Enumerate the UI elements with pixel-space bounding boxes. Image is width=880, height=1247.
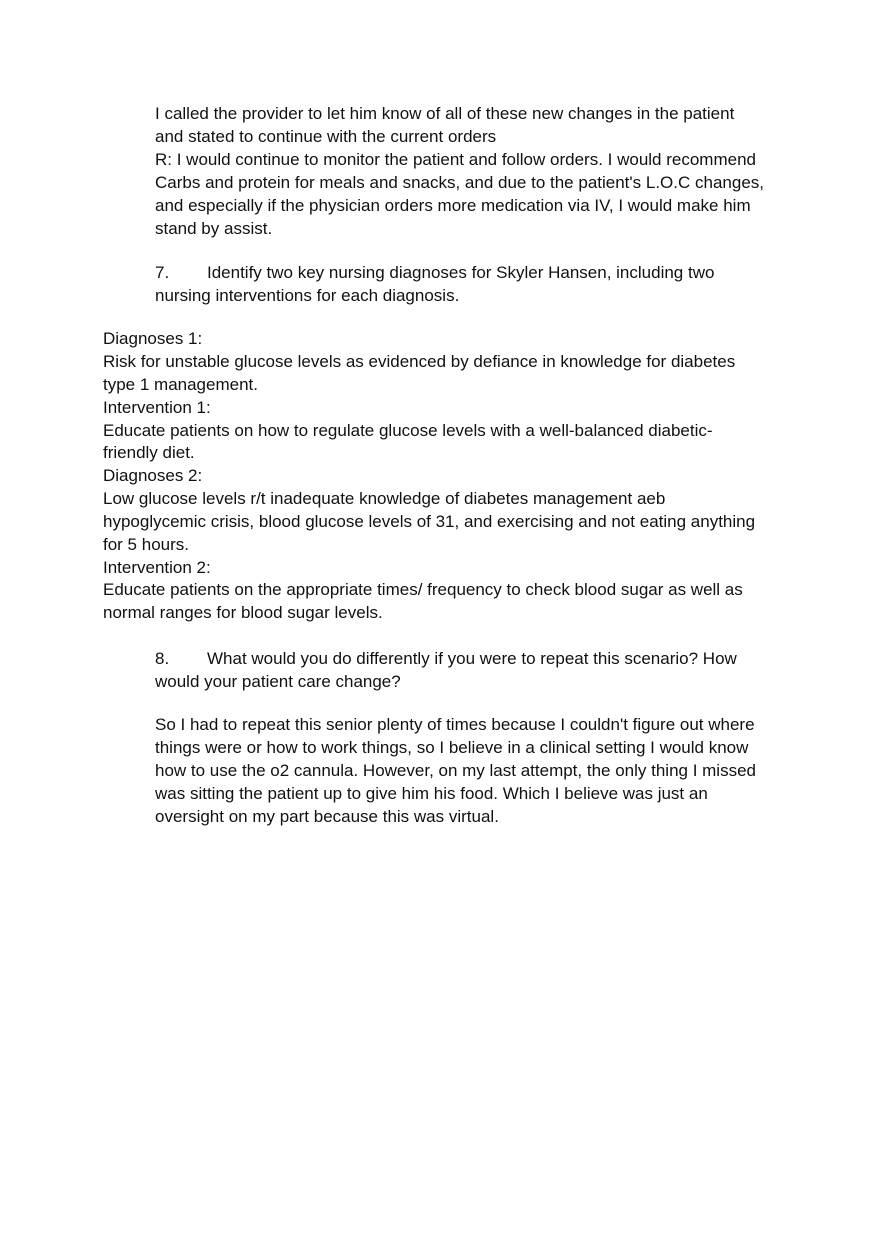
- answer-line: oversight on my part because this was virtual.: [155, 807, 499, 826]
- answer-line: things were or how to work things, so I believe in a clinical setting I would know: [155, 738, 749, 757]
- intervention-heading: Intervention 2:: [103, 558, 211, 577]
- intervention-line: friendly diet.: [103, 443, 195, 462]
- diagnosis-heading: Diagnoses 2:: [103, 466, 203, 485]
- diagnosis-line: Low glucose levels r/t inadequate knowledge of diabetes management aeb: [103, 489, 666, 508]
- diagnosis-line: hypoglycemic crisis, blood glucose levels of 31, and exercising and not eating anything: [103, 512, 756, 531]
- diagnosis-line: for 5 hours.: [103, 535, 189, 554]
- answer-line: So I had to repeat this senior plenty of times because I couldn't figure out where: [155, 715, 755, 734]
- question-7: [155, 261, 714, 284]
- question-number: 8.: [155, 649, 170, 668]
- diagnosis-line: type 1 management.: [103, 375, 258, 394]
- paragraph-line: stand by assist.: [155, 219, 273, 238]
- question-number: 7.: [155, 263, 170, 282]
- answer-line: how to use the o2 cannula. However, on my last attempt, the only thing I missed: [155, 761, 756, 780]
- intervention-line: Educate patients on how to regulate glucose levels with a well-balanced diabetic-: [103, 421, 713, 440]
- paragraph-line: R: I would continue to monitor the patient and follow orders. I would recommend: [155, 150, 756, 169]
- intervention-heading: Intervention 1:: [103, 398, 211, 417]
- diagnosis-heading: Diagnoses 1:: [103, 329, 203, 348]
- diagnosis-line: Risk for unstable glucose levels as evidenced by defiance in knowledge for diabetes: [103, 352, 736, 371]
- question-line: would your patient care change?: [155, 672, 401, 691]
- question-text: What would you do differently if you were to repeat this scenario? How: [207, 649, 737, 668]
- paragraph-line: and especially if the physician orders more medication via IV, I would make him: [155, 196, 751, 215]
- question-text: Identify two key nursing diagnoses for Skyler Hansen, including two: [207, 263, 715, 282]
- intervention-line: normal ranges for blood sugar levels.: [103, 603, 383, 622]
- intervention-line: Educate patients on the appropriate times/ frequency to check blood sugar as well as: [103, 580, 743, 599]
- paragraph-line: and stated to continue with the current orders: [155, 127, 497, 146]
- paragraph-line: I called the provider to let him know of all of these new changes in the patient: [155, 104, 735, 123]
- paragraph-line: Carbs and protein for meals and snacks, and due to the patient's L.O.C changes,: [155, 173, 764, 192]
- question-line: nursing interventions for each diagnosis.: [155, 286, 460, 305]
- question-8: [155, 647, 737, 670]
- answer-line: was sitting the patient up to give him his food. Which I believe was just an: [155, 784, 708, 803]
